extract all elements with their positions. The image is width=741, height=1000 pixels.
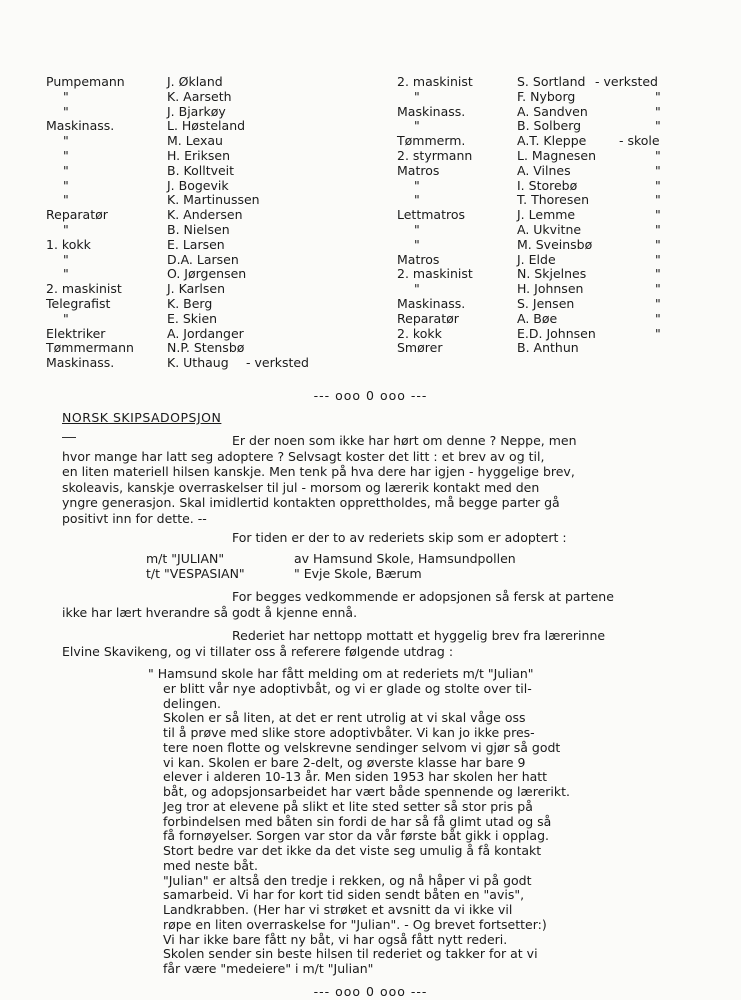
- crew-row: [46, 149, 386, 164]
- crew-name: E. Larsen: [167, 236, 225, 252]
- crew-row: [397, 253, 717, 268]
- crew-name: B. Kolltveit: [167, 162, 235, 178]
- paragraph-line: skoleavis, kanskje overraskelser til jul - morsom og lærerik kontakt med den: [62, 479, 540, 495]
- crew-name: J. Bogevik: [167, 177, 229, 193]
- crew-note: - verksted: [246, 355, 309, 371]
- letter-line: Jeg tror at elevene på slikt et lite sted setter så stor pris på: [163, 798, 533, 814]
- crew-role: ": [63, 251, 69, 267]
- crew-row: [397, 208, 717, 223]
- paragraph-line: yngre generasjon. Skal imidlertid kontakten opprettholdes, må begge parter gå: [62, 495, 560, 510]
- crew-role: 2. kokk: [397, 325, 442, 341]
- crew-note: ": [655, 236, 661, 252]
- crew-role: Smører: [397, 340, 443, 356]
- crew-name: J. Økland: [167, 74, 223, 89]
- crew-name: S. Jensen: [517, 295, 575, 311]
- paragraph-line: ikke har lært hverandre så godt å kjenne ennå.: [62, 604, 358, 620]
- crew-name: I. Storebø: [517, 177, 578, 193]
- crew-row: [397, 238, 717, 253]
- crew-row: [46, 238, 386, 253]
- crew-row: [397, 267, 717, 282]
- paragraph-line: hvor mange har latt seg adoptere ? Selvsagt koster det litt : et brev av og til,: [62, 448, 545, 464]
- paragraph-line: Er der noen som ikke har hørt om denne ? Neppe, men: [232, 433, 577, 448]
- crew-name: K. Aarseth: [167, 88, 232, 104]
- crew-role: ": [63, 192, 69, 208]
- school-name: av Hamsund Skole, Hamsundpollen: [294, 551, 516, 566]
- crew-note: ": [655, 325, 661, 341]
- crew-name: K. Uthaug: [167, 355, 229, 371]
- crew-role: ": [414, 281, 420, 297]
- crew-name: M. Sveinsbø: [517, 236, 593, 252]
- paragraph-line: For begges vedkommende er adopsjonen så fersk at partene: [232, 589, 614, 604]
- crew-role: ": [63, 103, 69, 119]
- letter-line: røpe en liten overraskelse for "Julian". - Og brevet fortsetter:): [163, 916, 547, 932]
- crew-name: N. Skjelnes: [517, 266, 587, 282]
- crew-role: Maskinass.: [397, 103, 466, 119]
- crew-note: - verksted: [595, 74, 658, 89]
- crew-name: A.T. Kleppe: [517, 133, 587, 149]
- letter-line: "Julian" er altså den tredje i rekken, og nå håper vi på godt: [163, 872, 532, 888]
- crew-row: [46, 105, 386, 120]
- crew-role: Pumpemann: [46, 74, 125, 89]
- crew-name: B. Anthun: [517, 340, 579, 356]
- crew-name: K. Berg: [167, 295, 213, 311]
- crew-name: H. Eriksen: [167, 147, 231, 163]
- crew-name: J. Karlsen: [167, 281, 226, 297]
- crew-name: J. Elde: [517, 251, 556, 267]
- crew-name: K. Andersen: [167, 207, 243, 223]
- ship-name: m/t "JULIAN": [146, 551, 225, 566]
- crew-note: ": [655, 221, 661, 237]
- crew-role: ": [63, 147, 69, 163]
- crew-name: A. Sandven: [517, 103, 588, 119]
- crew-row: [397, 193, 717, 208]
- crew-role: ": [63, 133, 69, 149]
- crew-row: [46, 119, 386, 134]
- crew-role: Maskinass.: [397, 295, 466, 311]
- crew-row: [397, 179, 717, 194]
- crew-row: [397, 312, 717, 327]
- crew-row: [46, 312, 386, 327]
- letter-line: samarbeid. Vi har for kort tid siden sendt båten en "avis",: [163, 887, 525, 903]
- paragraph-line: en liten materiell hilsen kanskje. Men tenk på hva dere har igjen - hyggelige brev,: [62, 464, 575, 479]
- crew-name: N.P. Stensbø: [167, 340, 245, 356]
- crew-row: [397, 134, 717, 149]
- crew-note: ": [655, 192, 661, 208]
- letter-line: Skolen sender sin beste hilsen til rederiet og takker for at vi: [163, 946, 538, 962]
- letter-line: Landkrabben. (Her har vi strøket et avsnitt da vi ikke vil: [163, 902, 513, 917]
- paragraph-line: positivt inn for dette. --: [62, 510, 207, 526]
- crew-row: [46, 253, 386, 268]
- letter-line: med neste båt.: [163, 857, 258, 873]
- crew-name: A. Bøe: [517, 310, 558, 326]
- crew-role: ": [63, 162, 69, 178]
- crew-row: [46, 164, 386, 179]
- crew-row: [46, 179, 386, 194]
- letter-line: tere noen flotte og velskrevne sendinger selvom vi gjør så godt: [163, 739, 561, 755]
- crew-row: [46, 75, 386, 90]
- crew-role: ": [414, 177, 420, 193]
- crew-name: A. Vilnes: [517, 162, 571, 178]
- crew-row: [397, 119, 717, 134]
- crew-row: [46, 193, 386, 208]
- crew-role: Tømmerm.: [397, 133, 466, 149]
- crew-row: [46, 134, 386, 149]
- crew-row: [46, 282, 386, 297]
- crew-row: [397, 327, 717, 342]
- crew-row: [46, 356, 386, 371]
- crew-column-left: [46, 75, 386, 371]
- crew-row: [397, 223, 717, 238]
- crew-name: B. Solberg: [517, 118, 582, 134]
- crew-note: ": [655, 281, 661, 297]
- crew-column-right: [397, 75, 717, 356]
- crew-note: ": [655, 266, 661, 282]
- crew-row: [397, 105, 717, 120]
- crew-note: ": [655, 162, 661, 178]
- crew-row: [397, 149, 717, 164]
- crew-row: [46, 90, 386, 105]
- crew-row: [397, 90, 717, 105]
- crew-row: [46, 223, 386, 238]
- crew-role: Reparatør: [397, 310, 459, 326]
- crew-note: ": [655, 207, 661, 223]
- section-title: NORSK SKIPSADOPSJON: [62, 410, 222, 425]
- crew-role: ": [414, 118, 420, 134]
- crew-name: J. Bjarkøy: [167, 103, 226, 119]
- paragraph-line: Rederiet har nettopp mottatt et hyggelig brev fra lærerinne: [232, 628, 606, 643]
- crew-row: [46, 267, 386, 282]
- letter-line: forbindelsen med båten sin fordi de har så få glimt utad og så: [163, 813, 552, 829]
- crew-role: Reparatør: [46, 207, 108, 223]
- letter-line: få fornøyelser. Sorgen var stor da vår første båt gikk i opplag.: [163, 828, 549, 844]
- crew-role: ": [414, 88, 420, 104]
- crew-name: L. Høsteland: [167, 118, 246, 134]
- crew-row: [397, 297, 717, 312]
- letter-line: til å prøve med slike store adoptivbåter. Vi kan jo ikke pres-: [163, 725, 535, 740]
- crew-role: 2. styrmann: [397, 147, 473, 163]
- crew-note: ": [655, 118, 661, 134]
- crew-name: O. Jørgensen: [167, 266, 247, 282]
- letter-line: er blitt vår nye adoptivbåt, og vi er glade og stolte over til-: [163, 680, 532, 696]
- crew-role: 2. maskinist: [46, 281, 122, 297]
- crew-role: 1. kokk: [46, 236, 91, 252]
- crew-role: ": [414, 192, 420, 208]
- separator: --- ooo 0 ooo ---: [313, 388, 428, 403]
- letter-line: Skolen er så liten, at det er rent utrolig at vi skal våge oss: [163, 710, 526, 726]
- crew-role: Matros: [397, 251, 440, 267]
- crew-row: [397, 282, 717, 297]
- letter-line: elever i alderen 10-13 år. Men siden 1953 har skolen her hatt: [163, 769, 548, 785]
- crew-name: E. Skien: [167, 310, 218, 326]
- crew-note: ": [655, 251, 661, 267]
- letter-quote: [148, 667, 570, 977]
- crew-role: ": [63, 221, 69, 237]
- crew-name: L. Magnesen: [517, 147, 597, 163]
- crew-note: ": [655, 177, 661, 193]
- separator: --- ooo 0 ooo ---: [313, 984, 428, 999]
- crew-role: ": [63, 266, 69, 282]
- crew-role: Maskinass.: [46, 118, 115, 134]
- crew-role: Tømmermann: [46, 340, 134, 356]
- crew-name: J. Lemme: [517, 207, 576, 223]
- crew-name: K. Martinussen: [167, 192, 260, 208]
- crew-row: [46, 297, 386, 312]
- crew-note: ": [655, 295, 661, 311]
- crew-role: Maskinass.: [46, 355, 115, 371]
- letter-line: båt, og adopsjonsarbeidet har vært både spennende og lærerikt.: [163, 784, 570, 799]
- letter-line: " Hamsund skole har fått melding om at rederiets m/t "Julian": [148, 666, 534, 681]
- crew-name: H. Johnsen: [517, 281, 584, 297]
- letter-line: Stort bedre var det ikke da det viste seg umulig å få kontakt: [163, 843, 542, 858]
- crew-name: A. Ukvitne: [517, 221, 582, 237]
- crew-note: ": [655, 103, 661, 119]
- crew-role: ": [63, 310, 69, 326]
- crew-row: [397, 164, 717, 179]
- crew-role: Elektriker: [46, 325, 106, 341]
- crew-name: M. Lexau: [167, 133, 223, 149]
- crew-role: Telegrafist: [46, 295, 111, 311]
- crew-note: - skole: [619, 133, 660, 149]
- letter-line: får være "medeiere" i m/t "Julian": [163, 961, 374, 976]
- letter-line: vi kan. Skolen er bare 2-delt, og øverste klasse har bare 9: [163, 754, 526, 770]
- crew-name: S. Sortland: [517, 74, 586, 89]
- crew-role: 2. maskinist: [397, 266, 473, 282]
- crew-note: ": [655, 88, 661, 104]
- crew-role: ": [414, 221, 420, 237]
- paragraph-line: Elvine Skavikeng, og vi tillater oss å referere følgende utdrag :: [62, 643, 454, 659]
- crew-note: ": [655, 310, 661, 326]
- crew-role: Lettmatros: [397, 207, 465, 223]
- crew-list: [46, 75, 711, 375]
- letter-line: delingen.: [163, 695, 222, 711]
- letter-line: Vi har ikke bare fått ny båt, vi har også fått nytt rederi.: [163, 931, 508, 947]
- crew-note: ": [655, 147, 661, 163]
- crew-role: ": [414, 236, 420, 252]
- crew-row: [397, 341, 717, 356]
- crew-name: B. Nielsen: [167, 221, 230, 237]
- crew-role: ": [63, 88, 69, 104]
- crew-role: 2. maskinist: [397, 74, 473, 89]
- crew-name: E.D. Johnsen: [517, 325, 596, 341]
- crew-row: [46, 208, 386, 223]
- crew-row: [397, 75, 717, 90]
- divider: [62, 437, 76, 438]
- school-name: " Evje Skole, Bærum: [294, 565, 422, 581]
- crew-role: ": [63, 177, 69, 193]
- crew-name: T. Thoresen: [517, 192, 589, 208]
- crew-role: Matros: [397, 162, 440, 178]
- crew-name: D.A. Larsen: [167, 251, 239, 267]
- paragraph-line: For tiden er der to av rederiets skip som er adoptert :: [232, 530, 567, 545]
- crew-name: A. Jordanger: [167, 325, 244, 341]
- crew-row: [46, 341, 386, 356]
- ship-name: t/t "VESPASIAN": [146, 565, 245, 581]
- crew-name: F. Nyborg: [517, 88, 576, 104]
- crew-row: [46, 327, 386, 342]
